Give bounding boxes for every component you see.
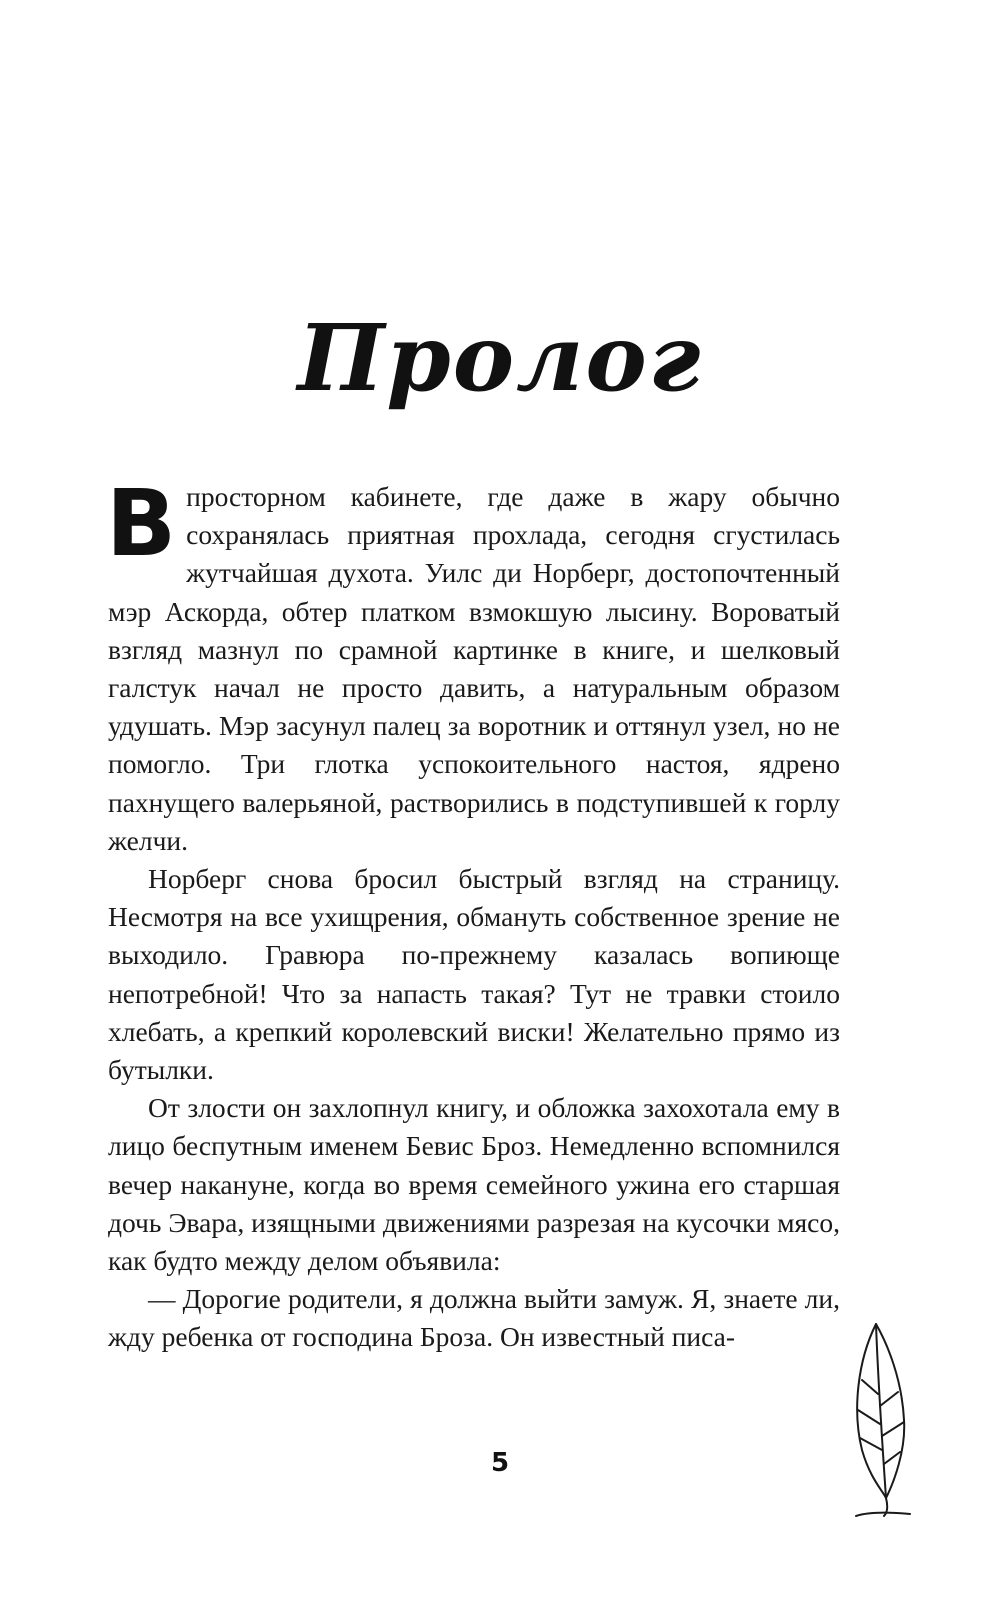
drop-cap: В — [106, 470, 177, 577]
feather-icon — [848, 1320, 918, 1520]
paragraph-3: От злости он захлопнул книгу, и обложка захохотала ему в лицо беспутным именем Бевис Броз. Немедленно вспомнился вечер накануне, когда во время семейного ужина его старшая дочь Эвара, изящными движениями разрезая на кусочки мясо, как будто между делом объявила: — [108, 1092, 840, 1277]
paragraph-4: — Дорогие родители, я должна выйти замуж. Я, знаете ли, жду ребенка от господина Броза. Он известный писа- — [108, 1283, 840, 1353]
page-number: 5 — [490, 1448, 510, 1478]
paragraph-1-text: просторном кабинете, где даже в жару обычно сохранялась приятная прохлада, сегодня сгустилась жутчайшая духота. Уилс ди Норберг, достопочтенный мэр Аскорда, обтер платком взмокшую лысину. Вороватый взгляд мазнул по срамной картинке в книге, и шелковый галстук начал не просто давить, а натуральным образом удушать. Мэр засунул палец за воротник и оттянул узел, но не помогло. Три глотка успокоительного настоя, ядрено пахнущего валерьяной, растворились в подступившей к горлу желчи. — [108, 481, 840, 856]
main-text — [106, 470, 840, 1357]
chapter-title: Пролог — [297, 303, 703, 412]
paragraph-1 — [106, 470, 840, 860]
paragraph-2: Норберг снова бросил быстрый взгляд на страницу. Несмотря на все ухищрения, обмануть собственное зрение не выходило. Гравюра по-прежнему казалась вопиюще непотребной! Что за напасть такая? Тут не травки стоило хлебать, а крепкий королевский виски! Желательно прямо из бутылки. — [108, 863, 840, 1086]
